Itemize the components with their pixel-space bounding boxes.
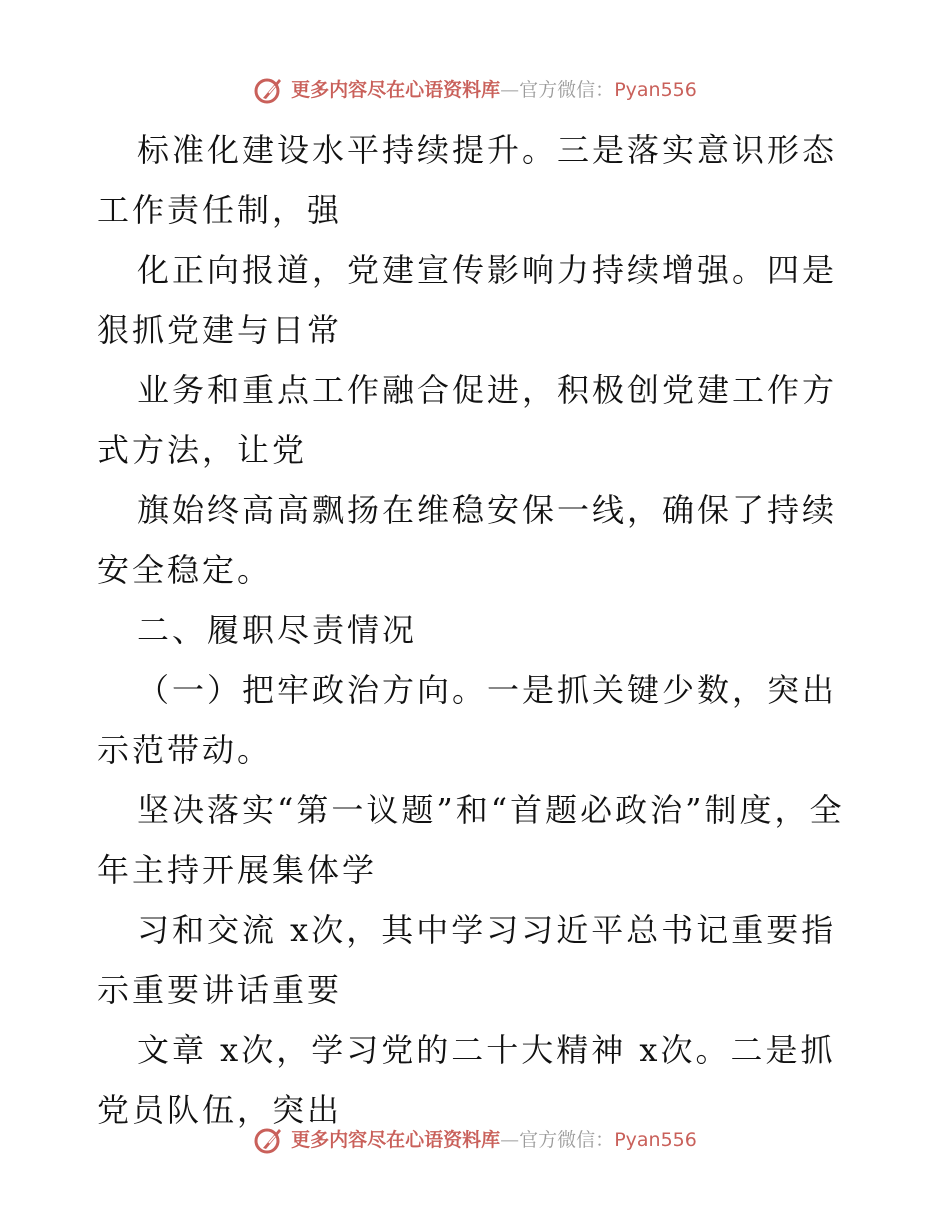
footer-text-sub: 官方微信： xyxy=(519,1128,615,1151)
footer-watermark-text xyxy=(291,1128,697,1151)
header-watermark xyxy=(0,70,950,110)
header-watermark-inner xyxy=(253,74,697,106)
quill-logo-icon xyxy=(253,1124,285,1156)
footer-watermark-inner xyxy=(253,1124,697,1156)
footer-text-main: 更多内容尽在心语资料库 xyxy=(291,1128,501,1151)
footer-text-dash: — xyxy=(500,1128,520,1151)
paragraph-8: 习和交流 x次，其中学习习近平总书记重要指示重要讲话重要 xyxy=(97,911,837,1009)
footer-text-id: Pyan556 xyxy=(614,1128,697,1151)
paragraph-4: 旗始终高高飘扬在维稳安保一线，确保了持续安全稳定。 xyxy=(97,491,838,589)
paragraph-1: 标准化建设水平持续提升。三是落实意识形态工作责任制，强 xyxy=(97,131,838,229)
paragraph-2: 化正向报道，党建宣传影响力持续增强。四是狠抓党建与日常 xyxy=(97,251,838,349)
quill-logo-icon xyxy=(253,74,285,106)
header-watermark-text xyxy=(291,78,697,101)
document-body xyxy=(97,120,857,1140)
paragraph-7: 坚决落实“第一议题”和“首题必政治”制度，全年主持开展集体学 xyxy=(97,791,845,889)
paragraph-6: （一）把牢政治方向。一是抓关键少数，突出示范带动。 xyxy=(97,671,838,769)
header-text-dash: — xyxy=(500,78,520,101)
header-text-sub: 官方微信： xyxy=(519,78,615,101)
footer-watermark xyxy=(0,1120,950,1160)
header-text-main: 更多内容尽在心语资料库 xyxy=(291,78,501,101)
section-heading: 二、履职尽责情况 xyxy=(137,611,418,649)
paragraph-3: 业务和重点工作融合促进，积极创党建工作方式方法，让党 xyxy=(97,371,838,469)
header-text-id: Pyan556 xyxy=(614,78,697,101)
paragraph-9: 文章 x次，学习党的二十大精神 x次。二是抓党员队伍，突出 xyxy=(97,1031,836,1129)
